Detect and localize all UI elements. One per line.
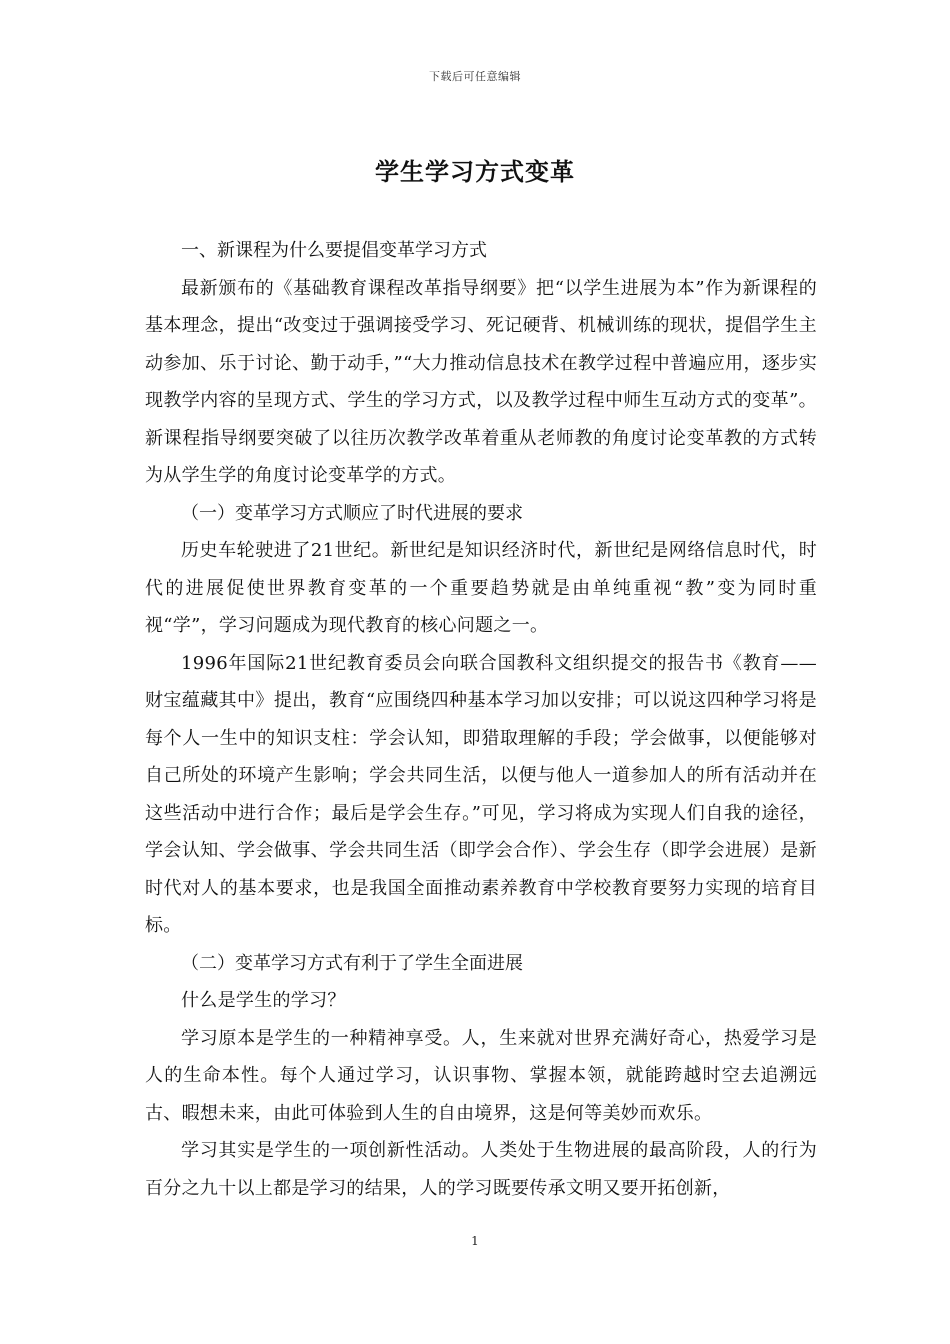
paragraph-4: 学习原本是学生的一种精神享受。人，生来就对世界充满好奇心，热爱学习是人的生命本性。每个人通过学习，认识事物、掌握本领，就能跨越时空去追溯远古、暇想未来，由此可体验到人生的自由境界，这是何等美妙而欢乐。 bbox=[145, 1027, 817, 1124]
paragraph-2: 历史车轮驶进了21世纪。新世纪是知识经济时代，新世纪是网络信息时代，时代的进展促使世界教育变革的一个重要趋势就是由单纯重视“教”变为同时重视“学”，学习问题成为现代教育的核心问题之一。 bbox=[145, 540, 817, 636]
paragraph-5: 学习其实是学生的一项创新性活动。人类处于生物进展的最高阶段，人的行为百分之九十以上都是学习的结果，人的学习既要传承文明又要开拓创新， bbox=[145, 1140, 817, 1199]
section-heading-2: （一）变革学习方式顺应了时代进展的要求 bbox=[181, 502, 523, 524]
document-body bbox=[145, 232, 817, 1207]
section-heading-3: （二）变革学习方式有利于了学生全面进展 bbox=[181, 952, 523, 974]
question-line: 什么是学生的学习？ bbox=[181, 990, 346, 1011]
document-title: 学生学习方式变革 bbox=[375, 157, 575, 186]
page-number: 1 bbox=[471, 1234, 479, 1248]
paragraph-1: 最新颁布的《基础教育课程改革指导纲要》把“以学生进展为本”作为新课程的基本理念，提出“改变过于强调接受学习、死记硬背、机械训练的现状，提倡学生主动参加、乐于讨论、勤于动手，”“大力推动信息技术在教学过程中普遍应用，逐步实现教学内容的呈现方式、学生的学习方式，以及教学过程中师生互动方式的变革”。新课程指导纲要突破了以往历次教学改革着重从老师教的角度讨论变革教的方式转为从学生学的角度讨论变革学的方式。 bbox=[145, 277, 817, 486]
header-note: 下载后可任意编辑 bbox=[429, 70, 521, 83]
section-heading-1: 一、新课程为什么要提倡变革学习方式 bbox=[181, 240, 487, 261]
paragraph-3: 1996年国际21世纪教育委员会向联合国教科文组织提交的报告书《教育——财宝蕴藏其中》提出，教育“应围绕四种基本学习加以安排；可以说这四种学习将是每个人一生中的知识支柱：学会认知，即猎取理解的手段；学会做事，以便能够对自己所处的环境产生影响；学会共同生活，以便与他人一道参加人的所有活动并在这些活动中进行合作；最后是学会生存。”可见，学习将成为实现人们自我的途径，学会认知、学会做事、学会共同生活（即学会合作）、学会生存（即学会进展）是新时代对人的基本要求，也是我国全面推动素养教育中学校教育要努力实现的培育目标。 bbox=[145, 652, 817, 936]
